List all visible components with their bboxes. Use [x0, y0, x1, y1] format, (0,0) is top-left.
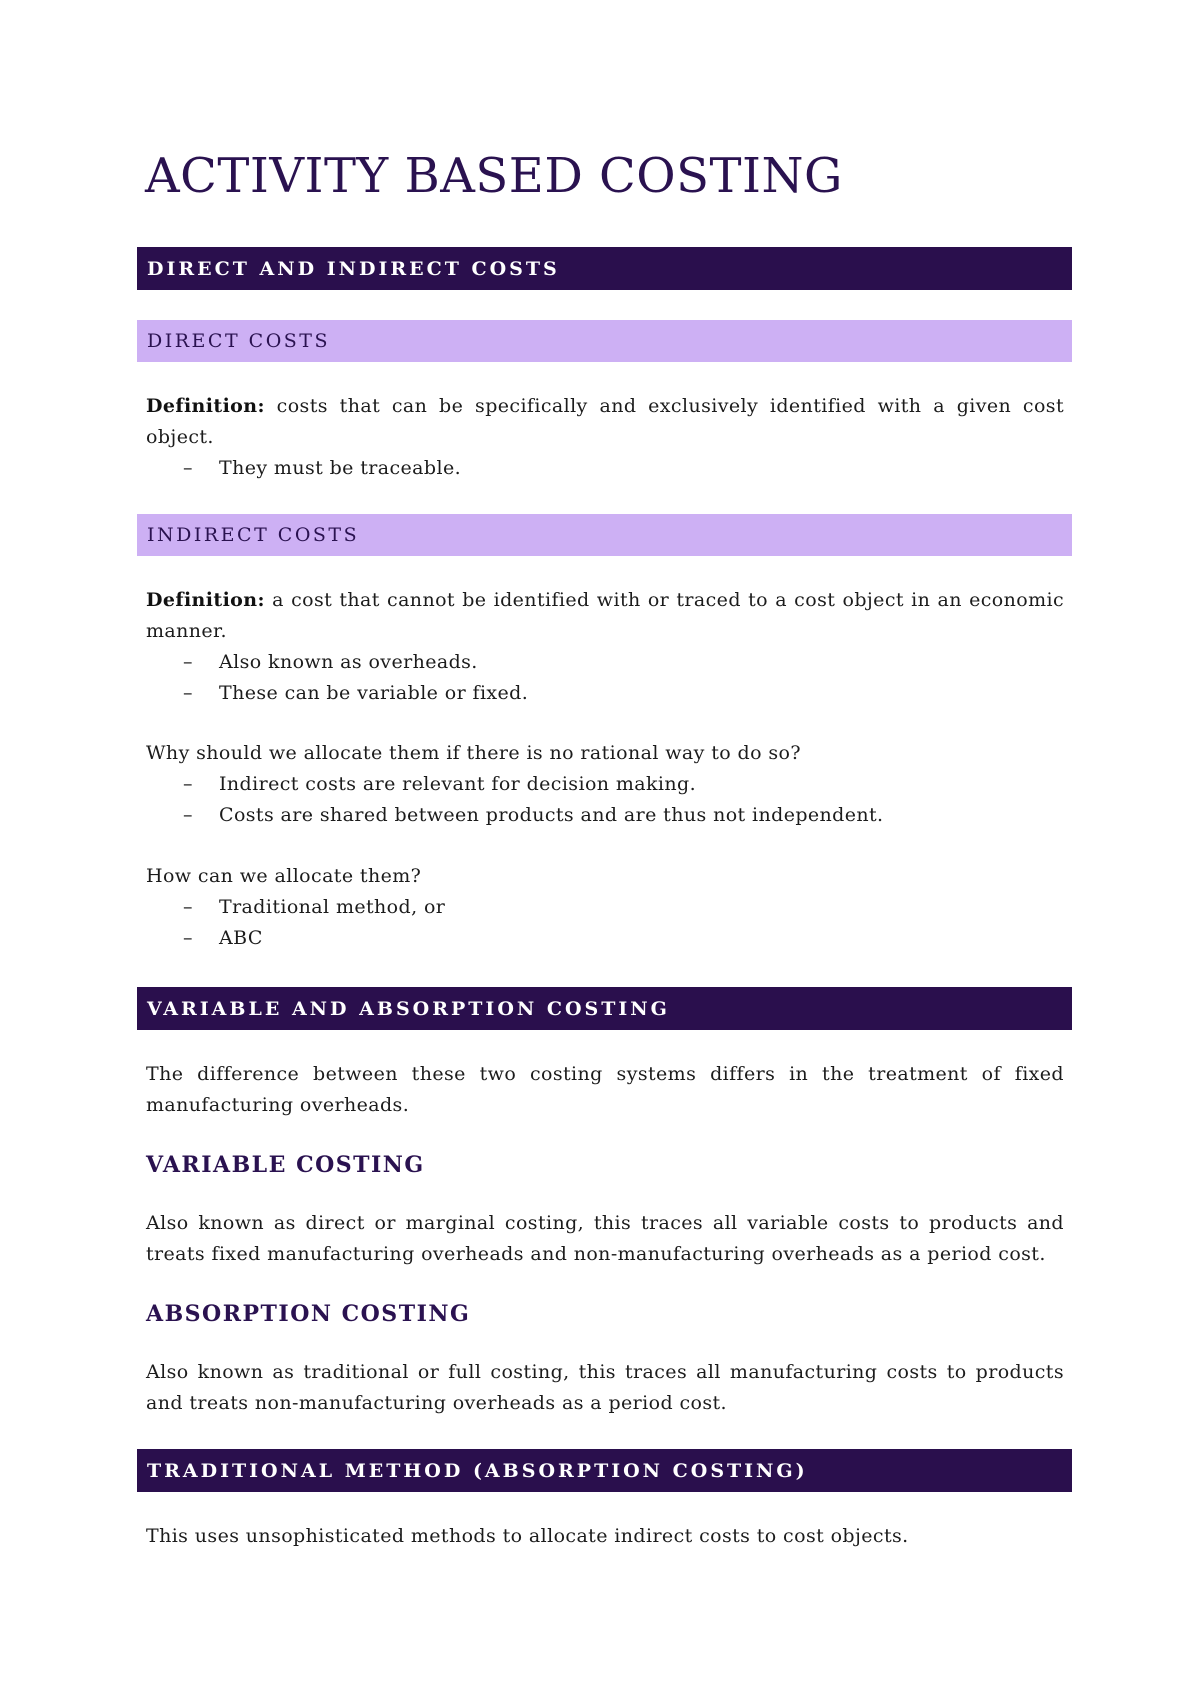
section-heading-label: DIRECT AND INDIRECT COSTS: [147, 257, 560, 280]
variable-absorption-intro: The difference between these two costing systems differs in the treatment of fixed manufacturing overheads.: [146, 1063, 1064, 1116]
definition-text: a cost that cannot be identified with or traced to a cost object in an economic manner.: [146, 589, 1064, 642]
subsection-heading-indirect-costs: [137, 514, 1072, 556]
section-heading-direct-indirect: [137, 247, 1072, 290]
list-item: [183, 453, 461, 484]
section-heading-label: TRADITIONAL METHOD (ABSORPTION COSTING): [147, 1459, 808, 1482]
subsection-heading-label: INDIRECT COSTS: [147, 524, 360, 546]
list-item-text: Traditional method, or: [219, 896, 446, 918]
list-item: [183, 800, 884, 831]
list-item: [183, 892, 445, 923]
variable-costing-text: Also known as direct or marginal costing, this traces all variable costs to products and treats fixed manufacturing overheads and non-manufacturing overheads as a period cost.: [146, 1212, 1064, 1265]
subsection-heading-label: DIRECT COSTS: [147, 330, 330, 352]
bullet-dash: –: [183, 682, 193, 704]
bullet-dash: –: [183, 927, 193, 949]
section-heading-label: VARIABLE AND ABSORPTION COSTING: [147, 997, 670, 1020]
list-item: [183, 923, 263, 954]
list-item-text: These can be variable or fixed.: [219, 682, 529, 704]
variable-costing-heading: VARIABLE COSTING: [146, 1152, 425, 1178]
indirect-costs-definition: [146, 585, 1064, 647]
list-item-text: Also known as overheads.: [219, 651, 478, 673]
absorption-costing-text: Also known as traditional or full costing, this traces all manufacturing costs to products and treats non-manufacturing overheads as a period cost.: [146, 1361, 1064, 1414]
list-item-text: Indirect costs are relevant for decision making.: [219, 773, 697, 795]
definition-text: costs that can be specifically and exclusively identified with a given cost object.: [146, 395, 1064, 448]
direct-costs-definition: [146, 391, 1064, 453]
list-item-text: They must be traceable.: [219, 457, 462, 479]
page-title: ACTIVITY BASED COSTING: [145, 148, 843, 204]
list-item: [183, 678, 528, 709]
list-item-text: Costs are shared between products and are thus not independent.: [219, 804, 884, 826]
absorption-costing-heading: ABSORPTION COSTING: [146, 1301, 471, 1327]
definition-label: Definition:: [146, 395, 265, 417]
definition-label: Definition:: [146, 589, 265, 611]
bullet-dash: –: [183, 896, 193, 918]
traditional-method-text: This uses unsophisticated methods to allocate indirect costs to cost objects.: [146, 1525, 909, 1547]
bullet-dash: –: [183, 651, 193, 673]
bullet-dash: –: [183, 773, 193, 795]
bullet-dash: –: [183, 804, 193, 826]
list-item: [183, 647, 478, 678]
subsection-heading-direct-costs: [137, 320, 1072, 362]
how-allocate-question: How can we allocate them?: [146, 865, 422, 887]
why-allocate-question: Why should we allocate them if there is no rational way to do so?: [146, 742, 801, 764]
section-heading-traditional-method: [137, 1449, 1072, 1492]
bullet-dash: –: [183, 457, 193, 479]
section-heading-variable-absorption: [137, 987, 1072, 1030]
list-item: [183, 769, 696, 800]
list-item-text: ABC: [219, 927, 263, 949]
